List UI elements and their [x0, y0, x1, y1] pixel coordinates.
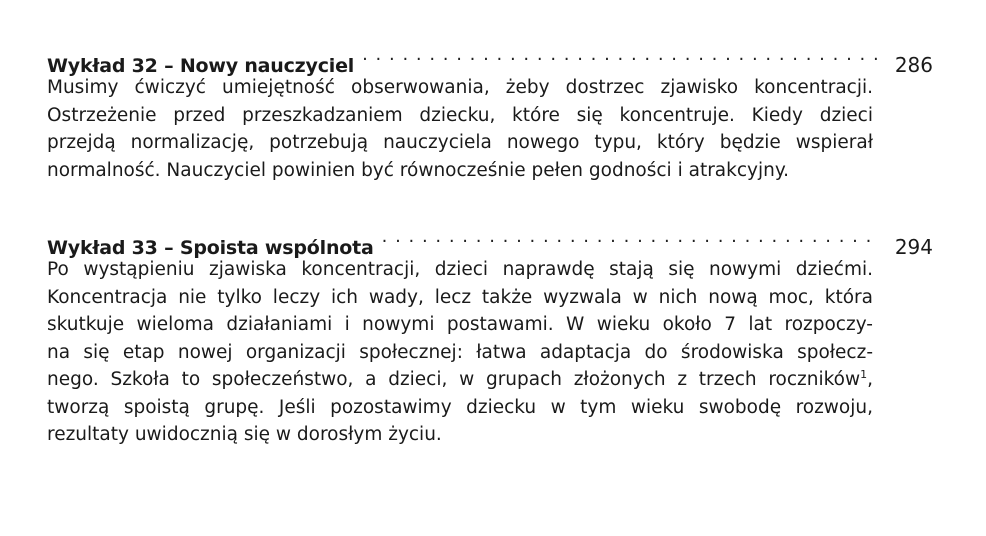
summary-line: Ostrzeżenie przed przeszkadzaniem dziecku, które się koncentruje. Kiedy dzieci [47, 104, 873, 126]
toc-heading [47, 220, 933, 259]
page-number: 294 [894, 235, 933, 259]
summary-line: przejdą normalizację, potrzebują nauczyciela nowego typu, który będzie wspierał [47, 132, 873, 153]
toc-heading [47, 38, 933, 77]
lecture-title: Wykład 33 – Spoista wspólnota [47, 237, 374, 259]
dot-leader [382, 220, 877, 254]
dot-leader [362, 38, 877, 72]
summary-line: tworzą spoistą grupę. Jeśli pozostawimy dziecku w tym wieku swobodę rozwoju, [47, 396, 873, 418]
lecture-title: Wykład 32 – Nowy nauczyciel [47, 55, 355, 77]
page-number: 286 [894, 53, 933, 77]
lecture-summary [47, 256, 873, 449]
summary-line-with-footnote [47, 366, 873, 394]
summary-line: normalność. Nauczyciel powinien być równocześnie pełen godności i atrakcyjny. [47, 159, 790, 181]
summary-line: skutkuje wieloma działaniami i nowymi postawami. W wieku około 7 lat rozpoczy- [47, 314, 873, 335]
summary-punctuation: , [867, 369, 873, 390]
summary-line: rezultaty uwidocznią się w dorosłym życiu. [47, 424, 442, 445]
toc-entry-lecture-32 [47, 38, 933, 184]
summary-line: Po wystąpieniu zjawiska koncentracji, dzieci naprawdę stają się nowymi dziećmi. [47, 259, 873, 280]
summary-line: Koncentracja nie tylko leczy ich wady, lecz także wyzwala w nich nową moc, która [47, 286, 873, 308]
lecture-summary [47, 74, 873, 184]
summary-line: Musimy ćwiczyć umiejętność obserwowania, żeby dostrzec zjawisko koncentracji. [47, 77, 873, 98]
toc-entry-lecture-33 [47, 220, 933, 449]
footnote-marker: 1 [860, 368, 868, 381]
summary-text: nego. Szkoła to społeczeństwo, a dzieci, w grupach złożonych z trzech roczników [47, 369, 861, 390]
summary-line: na się etap nowej organizacji społecznej: łatwa adaptacja do środowiska społecz- [47, 341, 873, 363]
